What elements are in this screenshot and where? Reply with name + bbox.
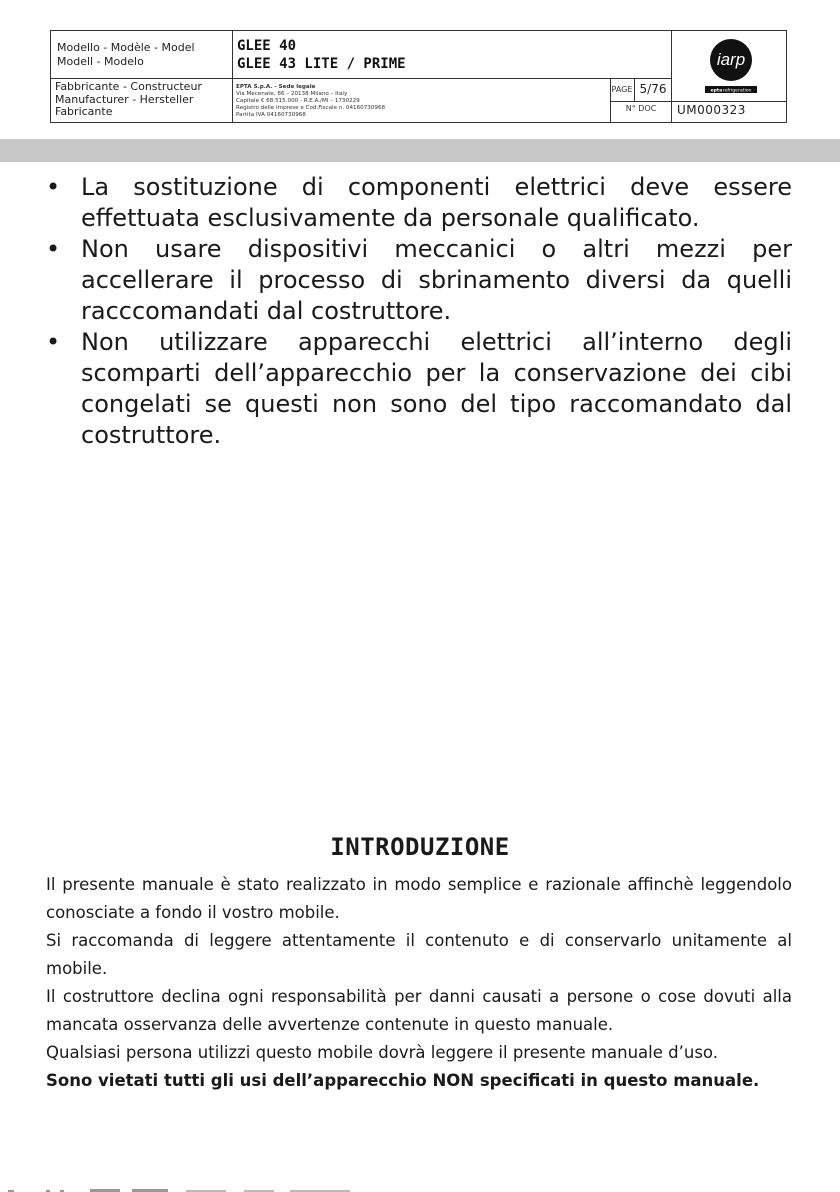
list-item-text: La sostituzione di componenti elettrici deve essere effettuata esclusivamente da personale qualificato. (81, 173, 792, 232)
doc-number-label: N° DOC (625, 104, 657, 113)
bullet-icon: • (46, 235, 61, 263)
bullet-icon: • (46, 328, 61, 356)
intro-warning: Sono vietati tutti gli usi dell’apparecchio NON specificati in questo manuale. (46, 1071, 760, 1090)
page-number: 5/76 (639, 82, 667, 96)
list-item-text: Non usare dispositivi meccanici o altri mezzi per accellerare il processo di sbrinamento diversi da quelli racccomandati dal costruttore. (81, 235, 792, 325)
page-label: PAGE (611, 85, 633, 94)
manufacturer-info-line: Partita IVA 04160730968 (236, 112, 306, 118)
logo-tagline: eptarefrigeration (710, 88, 752, 94)
header-divider (671, 31, 672, 122)
manufacturer-info-line: Registro delle Imprese e Cod.Fiscale n. 04160730968 (236, 105, 386, 111)
list-item (46, 327, 792, 451)
list-item (46, 172, 792, 234)
model-label (57, 41, 229, 68)
intro-paragraph: Il costruttore declina ogni responsabilità per danni causati a persone o cose dovuti alla mancata osservanza delle avvertenze contenute in questo manuale. (46, 987, 792, 1034)
model-name: GLEE 40 (237, 38, 297, 54)
logo-text: iarp (716, 50, 746, 69)
list-item (46, 234, 792, 327)
intro-text (46, 871, 792, 1095)
manufacturer-info (236, 84, 606, 119)
bullet-icon: • (46, 173, 61, 201)
manufacturer-label (55, 81, 231, 119)
model-name: GLEE 43 LITE / PRIME (237, 56, 406, 72)
model-names (237, 37, 667, 73)
manufacturer-label-line: Manufacturer - Hersteller (55, 92, 194, 106)
model-label-line: Modello - Modèle - Model (57, 41, 195, 54)
section-title: INTRODUZIONE (330, 833, 510, 861)
iarp-logo (704, 35, 758, 95)
manufacturer-info-line: Via Mecenate, 86 – 20138 Milano – Italy (236, 91, 348, 97)
intro-paragraph: Il presente manuale è stato realizzato in modo semplice e razionale affinchè leggendolo conosciate a fondo il vostro mobile. (46, 875, 792, 922)
list-item-text: Non utilizzare apparecchi elettrici all’interno degli scomparti dell’apparecchio per la conservazione dei cibi congelati se questi non sono del tipo raccomandato dal costruttore. (81, 328, 792, 449)
intro-paragraph: Si raccomanda di leggere attentamente il contenuto e di conservarlo unitamente al mobile. (46, 931, 792, 978)
intro-paragraph: Qualsiasi persona utilizzi questo mobile dovrà leggere il presente manuale d’uso. (46, 1043, 718, 1062)
manufacturer-label-line: Fabricante (55, 105, 113, 118)
manufacturer-info-line: Capitale € 68.515.000 - R.E.A./MI – 1730229 (236, 98, 360, 104)
footer-print-marks (0, 1185, 840, 1192)
header-divider (232, 31, 233, 122)
header-divider (51, 78, 671, 79)
manufacturer-label-line: Fabbricante - Constructeur (55, 80, 202, 93)
header-divider (610, 101, 787, 102)
model-label-line: Modell - Modelo (57, 54, 144, 68)
warning-list (46, 172, 792, 451)
document-header (50, 30, 787, 123)
section-bar (0, 139, 840, 162)
doc-number: UM000323 (677, 103, 746, 117)
manufacturer-info-line: EPTA S.p.A. - Sede legale (236, 84, 316, 90)
